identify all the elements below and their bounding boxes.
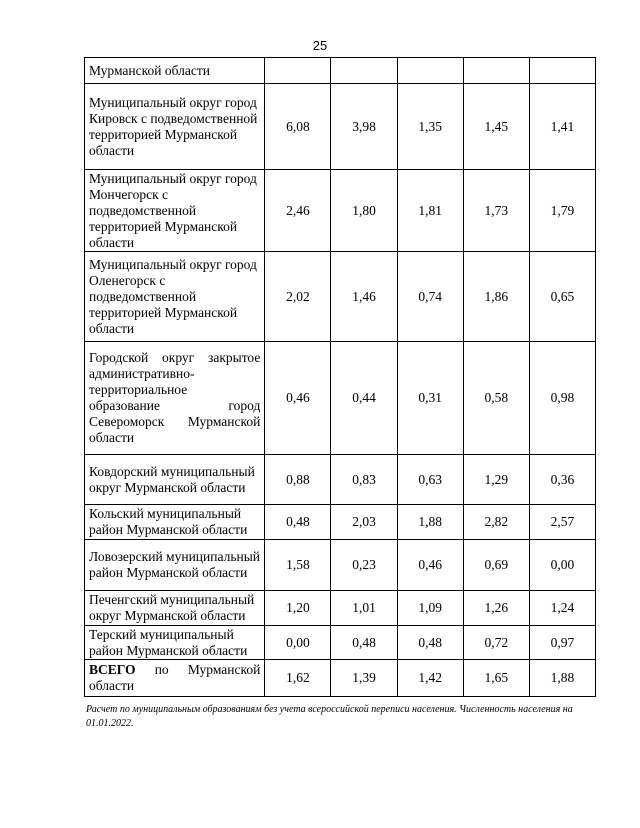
cell-value: 0,58 <box>463 342 529 455</box>
table-row <box>85 455 596 505</box>
cell-value: 1,29 <box>463 455 529 505</box>
cell-value: 6,08 <box>265 84 331 170</box>
row-name: Терский муниципальный район Мурманской области <box>85 626 265 660</box>
cell-value <box>397 58 463 84</box>
cell-value: 0,72 <box>463 626 529 660</box>
cell-value: 0,69 <box>463 540 529 591</box>
table-row <box>85 84 596 170</box>
cell-value <box>331 58 397 84</box>
cell-value: 0,31 <box>397 342 463 455</box>
cell-value: 1,81 <box>397 170 463 252</box>
cell-value: 0,83 <box>331 455 397 505</box>
cell-value: 1,88 <box>529 660 595 697</box>
table-row <box>85 540 596 591</box>
cell-value: 1,88 <box>397 505 463 540</box>
row-name: Кольский муниципальный район Мурманской области <box>85 505 265 540</box>
table-row-total <box>85 660 596 697</box>
cell-value: 1,46 <box>331 252 397 342</box>
cell-value: 2,03 <box>331 505 397 540</box>
cell-value: 0,46 <box>397 540 463 591</box>
cell-value: 2,57 <box>529 505 595 540</box>
footnote: Расчет по муниципальным образованиям без учета всероссийской переписи населения. Численность населения на 01.01.2022. <box>86 704 573 729</box>
cell-value <box>463 58 529 84</box>
cell-value: 1,79 <box>529 170 595 252</box>
cell-value: 1,39 <box>331 660 397 697</box>
cell-value: 2,02 <box>265 252 331 342</box>
cell-value: 2,46 <box>265 170 331 252</box>
cell-value: 0,44 <box>331 342 397 455</box>
cell-value: 1,42 <box>397 660 463 697</box>
row-name: Ловозерский муниципальный район Мурманской области <box>85 540 265 591</box>
row-name: Городской округ закрытое административно-территориальное образование город Североморск Мурманской области <box>85 342 265 455</box>
cell-value: 0,88 <box>265 455 331 505</box>
cell-value: 1,41 <box>529 84 595 170</box>
row-name-total <box>85 660 265 697</box>
cell-value: 0,48 <box>331 626 397 660</box>
cell-value: 0,23 <box>331 540 397 591</box>
cell-value: 0,46 <box>265 342 331 455</box>
cell-value: 1,01 <box>331 591 397 626</box>
cell-value: 0,48 <box>265 505 331 540</box>
cell-value: 0,97 <box>529 626 595 660</box>
cell-value: 0,63 <box>397 455 463 505</box>
cell-value: 0,65 <box>529 252 595 342</box>
cell-value: 0,00 <box>265 626 331 660</box>
cell-value: 1,26 <box>463 591 529 626</box>
cell-value: 0,98 <box>529 342 595 455</box>
cell-value <box>265 58 331 84</box>
cell-value: 1,45 <box>463 84 529 170</box>
cell-value <box>529 58 595 84</box>
cell-value: 0,00 <box>529 540 595 591</box>
page-number: 25 <box>312 38 328 53</box>
total-label: ВСЕГО <box>89 662 136 677</box>
cell-value: 1,35 <box>397 84 463 170</box>
row-name: Муниципальный округ город Мончегорск с подведомственной территорией Мурманской области <box>85 170 265 252</box>
cell-value: 1,09 <box>397 591 463 626</box>
cell-value: 1,24 <box>529 591 595 626</box>
cell-value: 3,98 <box>331 84 397 170</box>
total-label-rest: по Мурманской области <box>89 662 261 693</box>
cell-value: 2,82 <box>463 505 529 540</box>
cell-value: 0,74 <box>397 252 463 342</box>
row-name: Ковдорский муниципальный округ Мурманской области <box>85 455 265 505</box>
cell-value: 0,36 <box>529 455 595 505</box>
table-row <box>85 342 596 455</box>
table-row <box>85 591 596 626</box>
cell-value: 1,86 <box>463 252 529 342</box>
data-table <box>84 57 596 697</box>
table-row <box>85 58 596 84</box>
row-name: Муниципальный округ город Кировск с подведомственной территорией Мурманской области <box>85 84 265 170</box>
cell-value: 1,20 <box>265 591 331 626</box>
cell-value: 1,80 <box>331 170 397 252</box>
row-name: Мурманской области <box>85 58 265 84</box>
table-row <box>85 505 596 540</box>
table-row <box>85 170 596 252</box>
row-name: Печенгский муниципальный округ Мурманской области <box>85 591 265 626</box>
cell-value: 1,62 <box>265 660 331 697</box>
cell-value: 1,73 <box>463 170 529 252</box>
table-row <box>85 252 596 342</box>
cell-value: 1,65 <box>463 660 529 697</box>
row-name: Муниципальный округ город Оленегорск с подведомственной территорией Мурманской области <box>85 252 265 342</box>
cell-value: 1,58 <box>265 540 331 591</box>
cell-value: 0,48 <box>397 626 463 660</box>
table-row <box>85 626 596 660</box>
